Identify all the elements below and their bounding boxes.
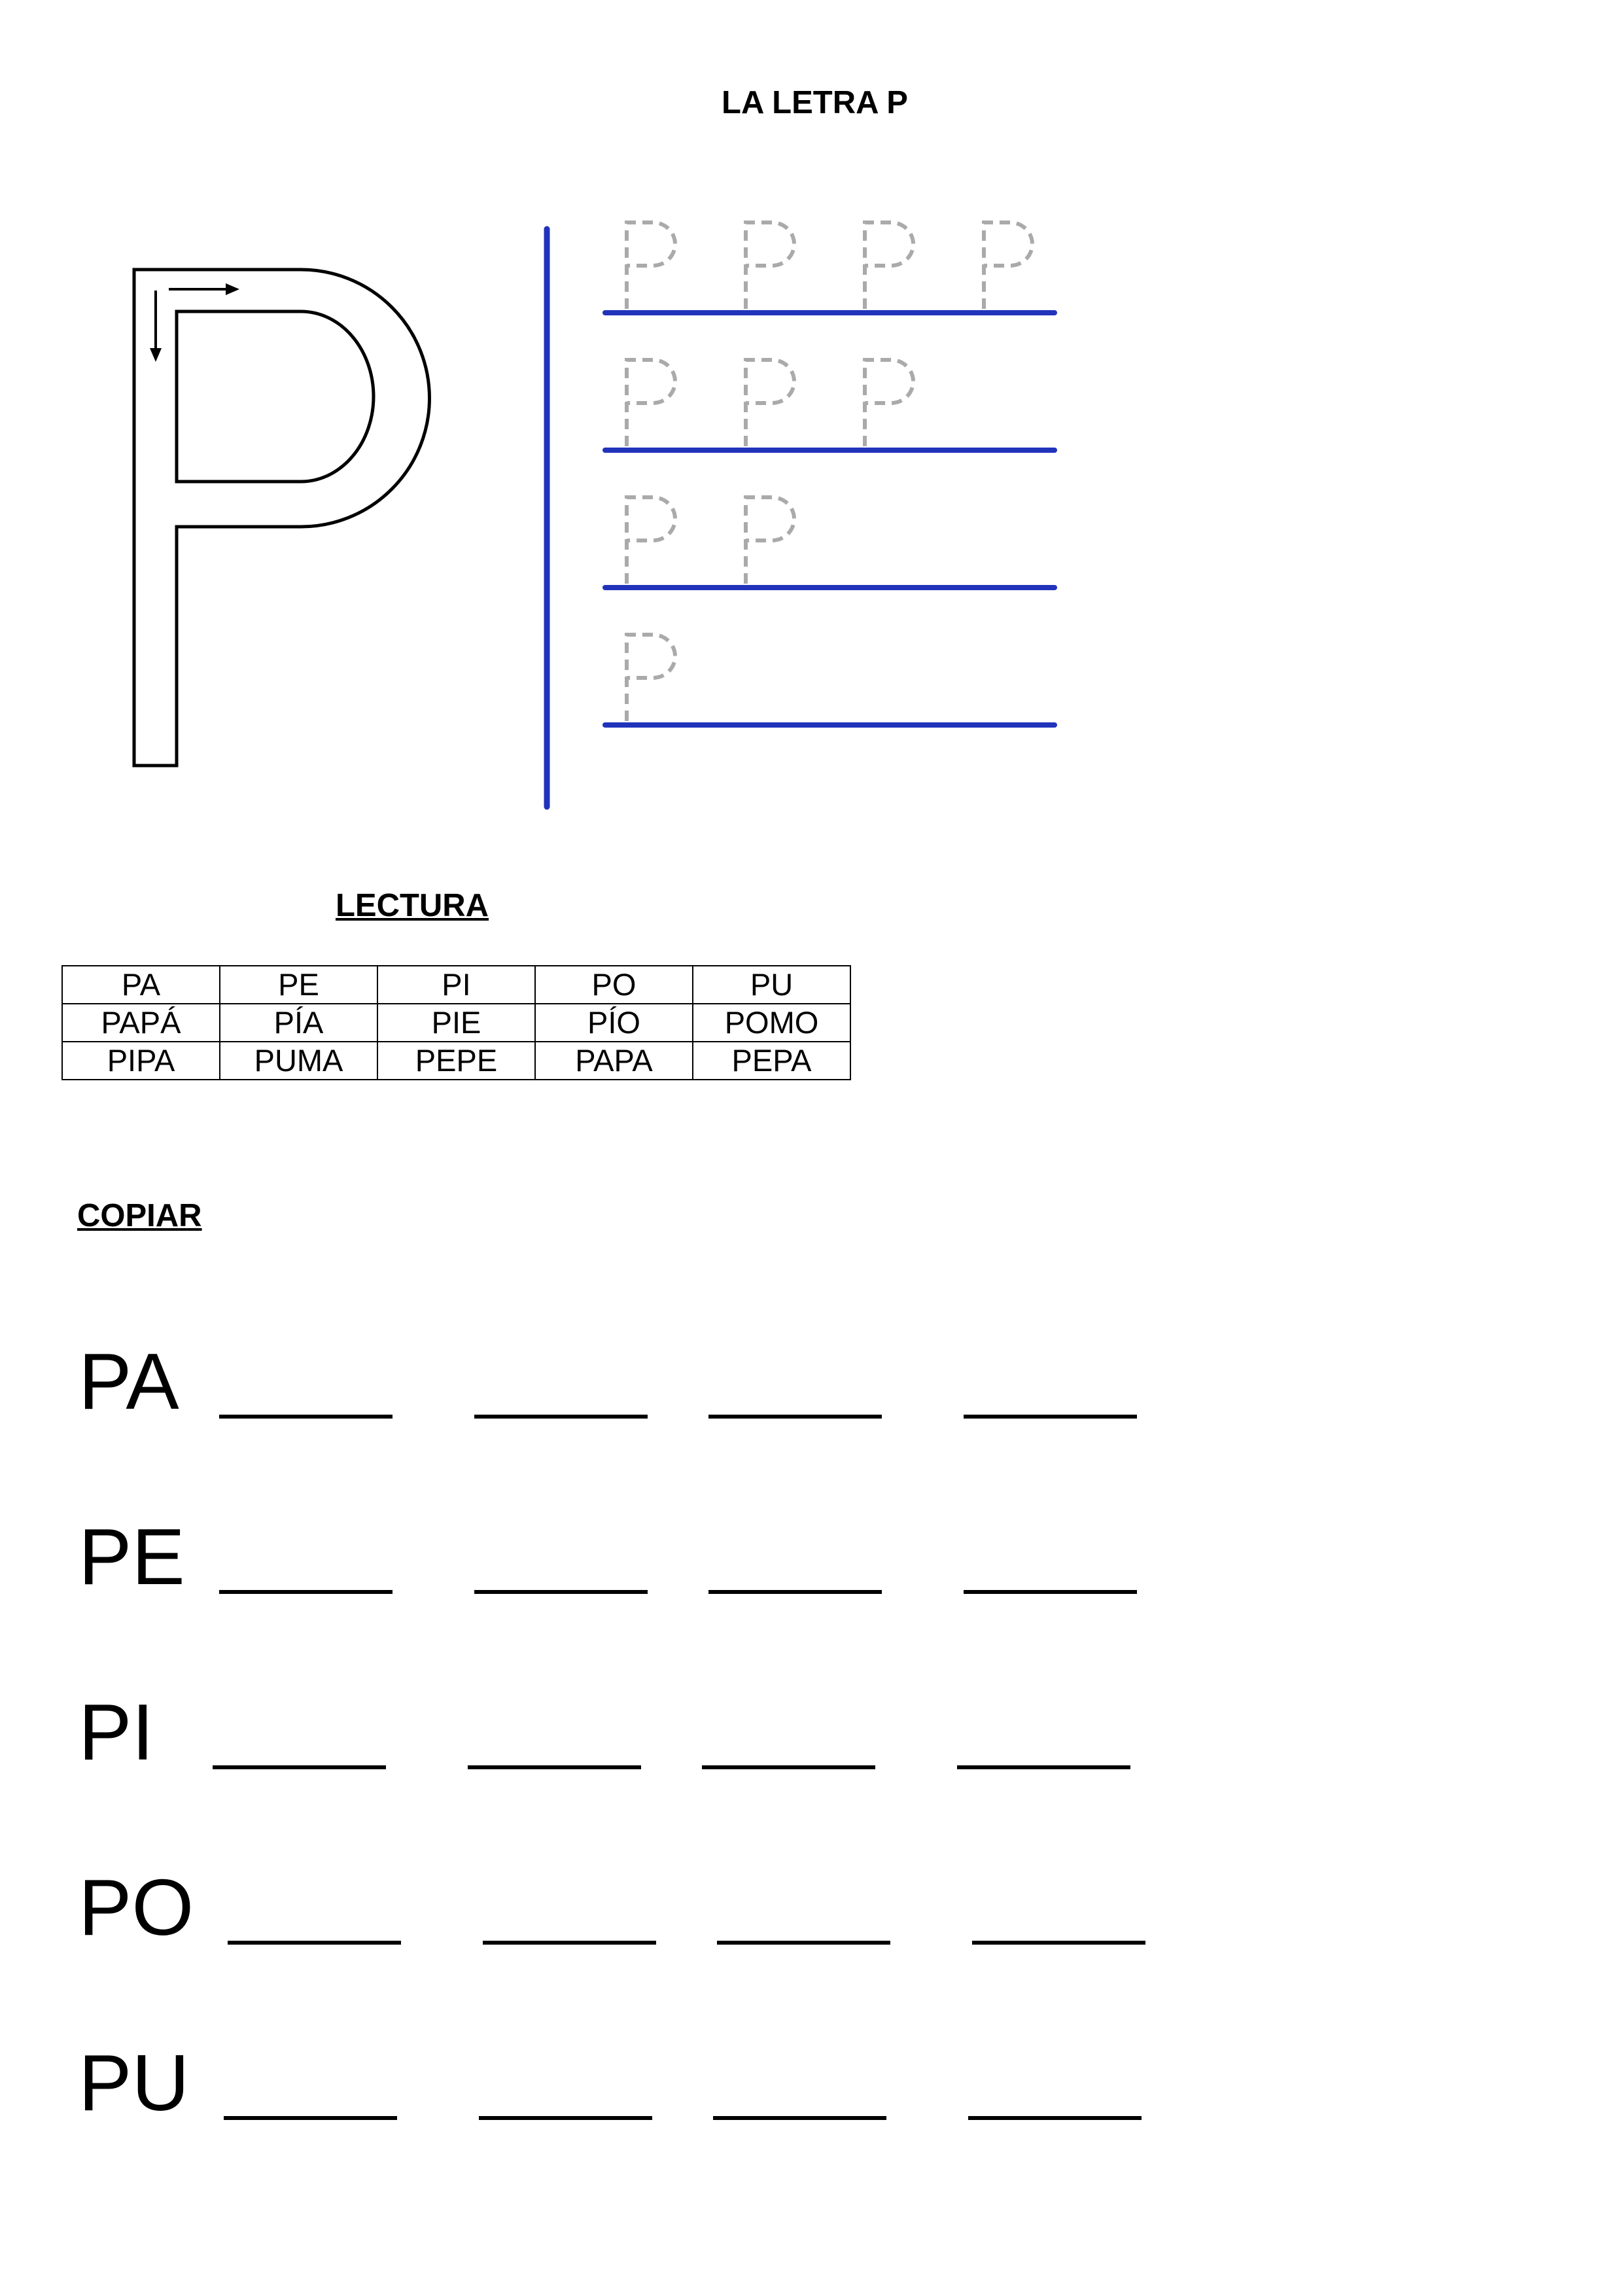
writing-blank[interactable] <box>213 1765 386 1769</box>
writing-blank[interactable] <box>708 1590 882 1594</box>
table-row <box>62 966 850 1004</box>
copiar-heading: COPIAR <box>77 1198 202 1233</box>
table-cell: PU <box>693 966 850 1004</box>
tracing-guide-letters <box>627 222 1032 721</box>
table-cell: POMO <box>693 1004 850 1042</box>
tracing-guide-letter-p <box>746 360 794 446</box>
table-cell: PÍA <box>220 1004 377 1042</box>
table-cell: PA <box>62 966 220 1004</box>
writing-blank[interactable] <box>479 2116 652 2120</box>
table-cell: PAPÁ <box>62 1004 220 1042</box>
tracing-guide-letter-p <box>746 222 794 309</box>
table-cell: PIE <box>377 1004 535 1042</box>
writing-blank[interactable] <box>964 1415 1137 1419</box>
reading-table <box>61 965 851 1080</box>
copy-syllable: PO <box>79 1863 194 1952</box>
table-cell: PI <box>377 966 535 1004</box>
table-cell: PEPE <box>377 1042 535 1080</box>
stroke-direction-arrows <box>150 283 239 362</box>
writing-blank[interactable] <box>219 1415 393 1419</box>
writing-blank[interactable] <box>717 1941 890 1945</box>
writing-blank[interactable] <box>483 1941 656 1945</box>
table-cell: PUMA <box>220 1042 377 1080</box>
copy-row <box>79 1687 1191 1790</box>
writing-blank[interactable] <box>219 1590 393 1594</box>
tracing-guide-letter-p <box>746 497 794 584</box>
writing-blank[interactable] <box>474 1590 648 1594</box>
copy-syllable: PU <box>79 2038 190 2127</box>
writing-blank[interactable] <box>474 1415 648 1419</box>
lectura-heading: LECTURA <box>335 888 489 923</box>
writing-blank[interactable] <box>964 1590 1137 1594</box>
arrow-right-icon <box>169 283 239 295</box>
tracing-guide-letter-p <box>865 360 913 446</box>
writing-blank[interactable] <box>468 1765 641 1769</box>
big-letter-p-outline <box>134 270 430 766</box>
table-cell: PAPA <box>535 1042 693 1080</box>
tracing-guide-letter-p <box>865 222 913 309</box>
table-cell: PEPA <box>693 1042 850 1080</box>
table-row <box>62 1042 850 1080</box>
copy-row <box>79 1337 1191 1439</box>
tracing-guide-letter-p <box>984 222 1032 309</box>
copy-syllable: PI <box>79 1687 154 1776</box>
writing-blank[interactable] <box>708 1415 882 1419</box>
copy-row <box>79 1863 1191 1966</box>
copy-row <box>79 1512 1191 1615</box>
writing-blank[interactable] <box>224 2116 397 2120</box>
writing-blank[interactable] <box>972 1941 1145 1945</box>
copy-syllable: PA <box>79 1337 179 1426</box>
writing-blank[interactable] <box>968 2116 1142 2120</box>
copy-syllable: PE <box>79 1512 185 1601</box>
table-cell: PIPA <box>62 1042 220 1080</box>
tracing-guide-letter-p <box>627 497 675 584</box>
tracing-guide-letter-p <box>627 635 675 721</box>
page-title-text: LA LETRA P <box>722 85 908 120</box>
table-cell: PE <box>220 966 377 1004</box>
writing-blank[interactable] <box>713 2116 886 2120</box>
table-cell: PÍO <box>535 1004 693 1042</box>
table-cell: PO <box>535 966 693 1004</box>
writing-blank[interactable] <box>702 1765 875 1769</box>
writing-blank[interactable] <box>957 1765 1130 1769</box>
writing-blank[interactable] <box>228 1941 401 1945</box>
tracing-guide-letter-p <box>627 360 675 446</box>
arrow-down-icon <box>150 291 162 362</box>
copy-row <box>79 2038 1191 2141</box>
table-row <box>62 1004 850 1042</box>
tracing-guide-letter-p <box>627 222 675 309</box>
